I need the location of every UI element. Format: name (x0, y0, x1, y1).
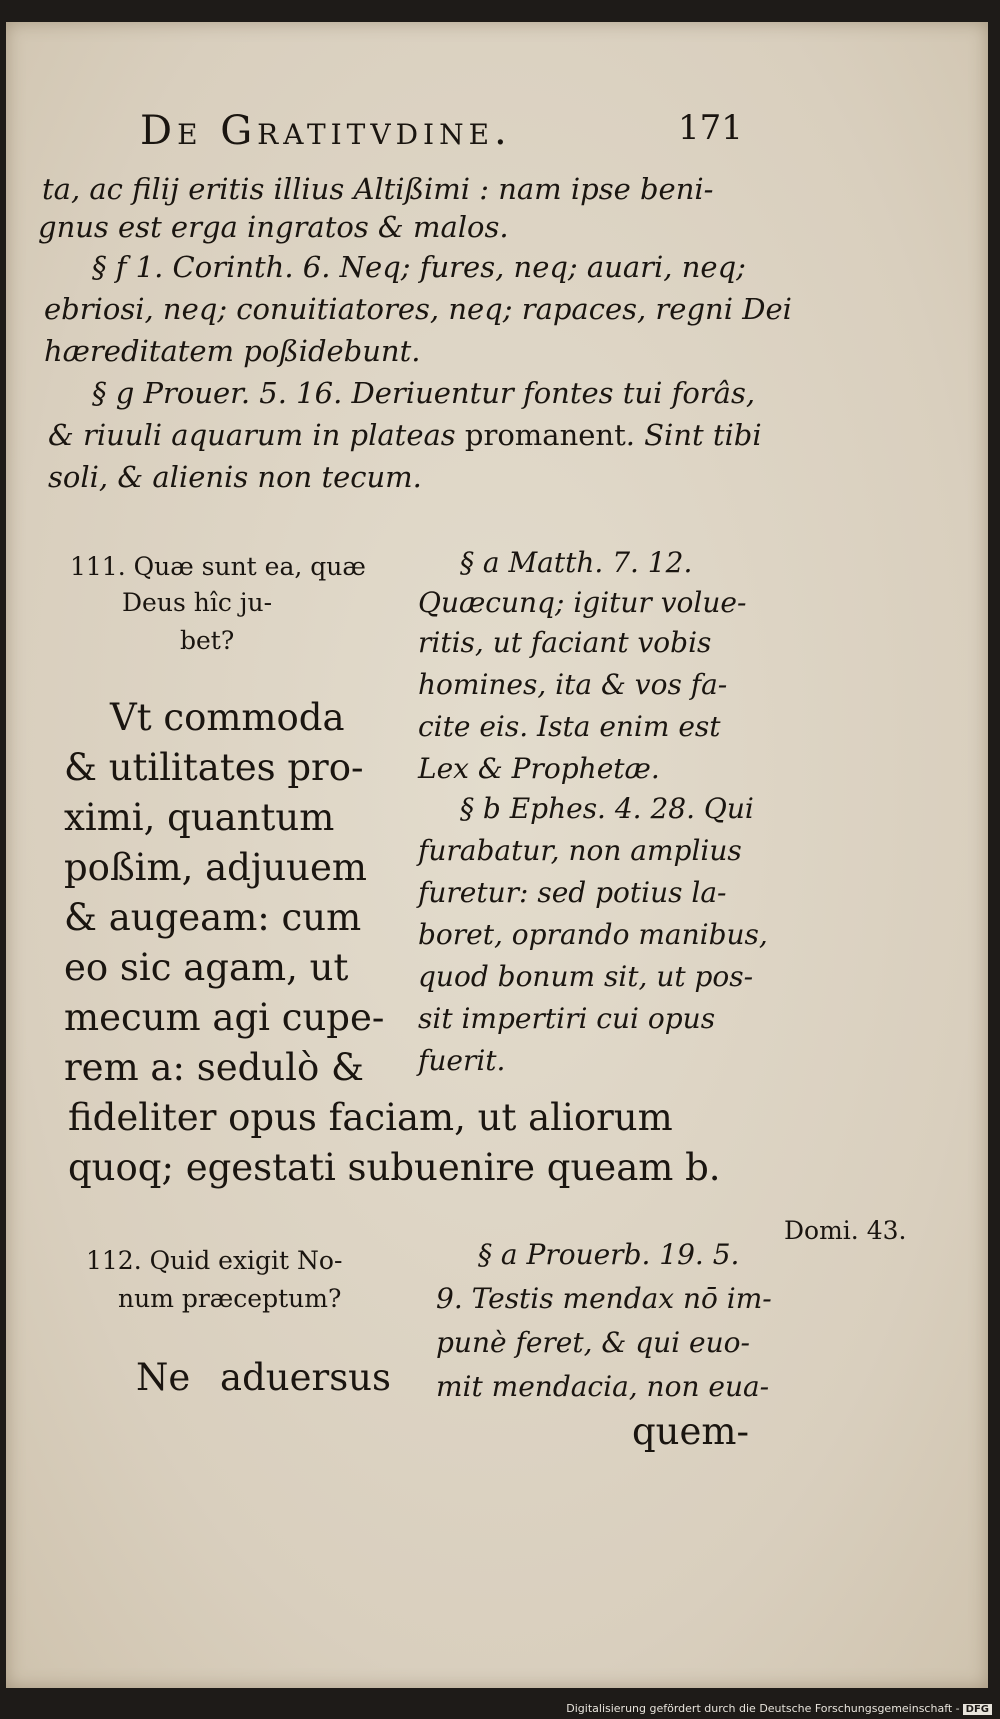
digitization-footer (566, 1702, 992, 1715)
note-111-line: § a Matth. 7. 12. (460, 546, 693, 579)
question-111-line: Deus hîc ju- (122, 588, 273, 617)
answer-111-line: eo sic agam, ut (64, 946, 349, 989)
note-112-line: punè feret, & qui euo- (436, 1326, 750, 1359)
note-111-line: furabatur, non amplius (418, 834, 742, 867)
note-111-line: homines, ita & vos fa- (418, 668, 728, 701)
note-111-line: fuerit. (418, 1044, 506, 1077)
answer-111-line: quoq; egestati subuenire queam b. (68, 1146, 721, 1189)
answer-111-line: rem a: sedulò & (64, 1046, 364, 1089)
page-number: 171 (678, 108, 743, 148)
note-111-line: furetur: sed potius la- (418, 876, 727, 909)
note-112-line: § a Prouerb. 19. 5. (478, 1238, 740, 1271)
note-segment: & riuuli aquarum in plateas (48, 418, 456, 452)
answer-111-line: poßim, adjuuem (64, 846, 367, 889)
answer-111-line: & augeam: cum (64, 896, 362, 939)
note-111-line: sit impertiri cui opus (418, 1002, 716, 1035)
note-line: hæreditatem poßidebunt. (44, 334, 421, 368)
question-112-line: num præceptum? (118, 1284, 342, 1313)
note-111-line: Lex & Prophetæ. (418, 752, 660, 785)
note-line: gnus est erga ingratos & malos. (38, 210, 509, 244)
note-111-line: ritis, ut faciant vobis (418, 626, 712, 659)
note-112-line: mit mendacia, non eua- (436, 1370, 770, 1403)
note-line (48, 418, 762, 452)
note-111-line: § b Ephes. 4. 28. Qui (460, 792, 754, 825)
answer-111-line: ximi, quantum (64, 796, 335, 839)
note-111-line: boret, oprando manibus, (418, 918, 768, 951)
note-line: § f 1. Corinth. 6. Neq; fures, neq; auari, neq; (92, 250, 746, 284)
note-111-line: cite eis. Ista enim est (418, 710, 721, 743)
note-segment: . Sint tibi (625, 418, 762, 452)
note-line: ta, ac filij eritis illius Altißimi : nam ipse beni- (42, 172, 714, 206)
question-111-line: bet? (180, 626, 235, 655)
note-line: ebriosi, neq; conuitiatores, neq; rapaces, regni Dei (44, 292, 792, 326)
catchword: quem- (632, 1410, 749, 1453)
answer-111-line: mecum agi cupe- (64, 996, 385, 1039)
answer-111-line: fideliter opus faciam, ut aliorum (68, 1096, 673, 1139)
question-111-line: 111. Quæ sunt ea, quæ (70, 552, 366, 581)
note-segment-roman: promanent (464, 418, 626, 452)
answer-111-line: & utilitates pro- (64, 746, 364, 789)
answer-111-line: Vt commoda (110, 696, 345, 739)
dfg-logo: DFG (963, 1704, 992, 1715)
question-112-line: 112. Quid exigit No- (86, 1246, 343, 1275)
note-111-line: Quæcunq; igitur volue- (418, 586, 747, 619)
running-title: De Gratitvdine. (140, 108, 512, 154)
note-line: § g Prouer. 5. 16. Deriuentur fontes tui forâs, (92, 376, 756, 410)
note-111-line: quod bonum sit, ut pos- (418, 960, 754, 993)
margin-note: Domi. 43. (784, 1216, 907, 1245)
note-112-line: 9. Testis mendax nō im- (436, 1282, 772, 1315)
answer-112-line: Ne aduersus (136, 1356, 391, 1399)
footer-text: Digitalisierung gefördert durch die Deutsche Forschungsgemeinschaft - (566, 1702, 960, 1715)
note-line: soli, & alienis non tecum. (48, 460, 422, 494)
